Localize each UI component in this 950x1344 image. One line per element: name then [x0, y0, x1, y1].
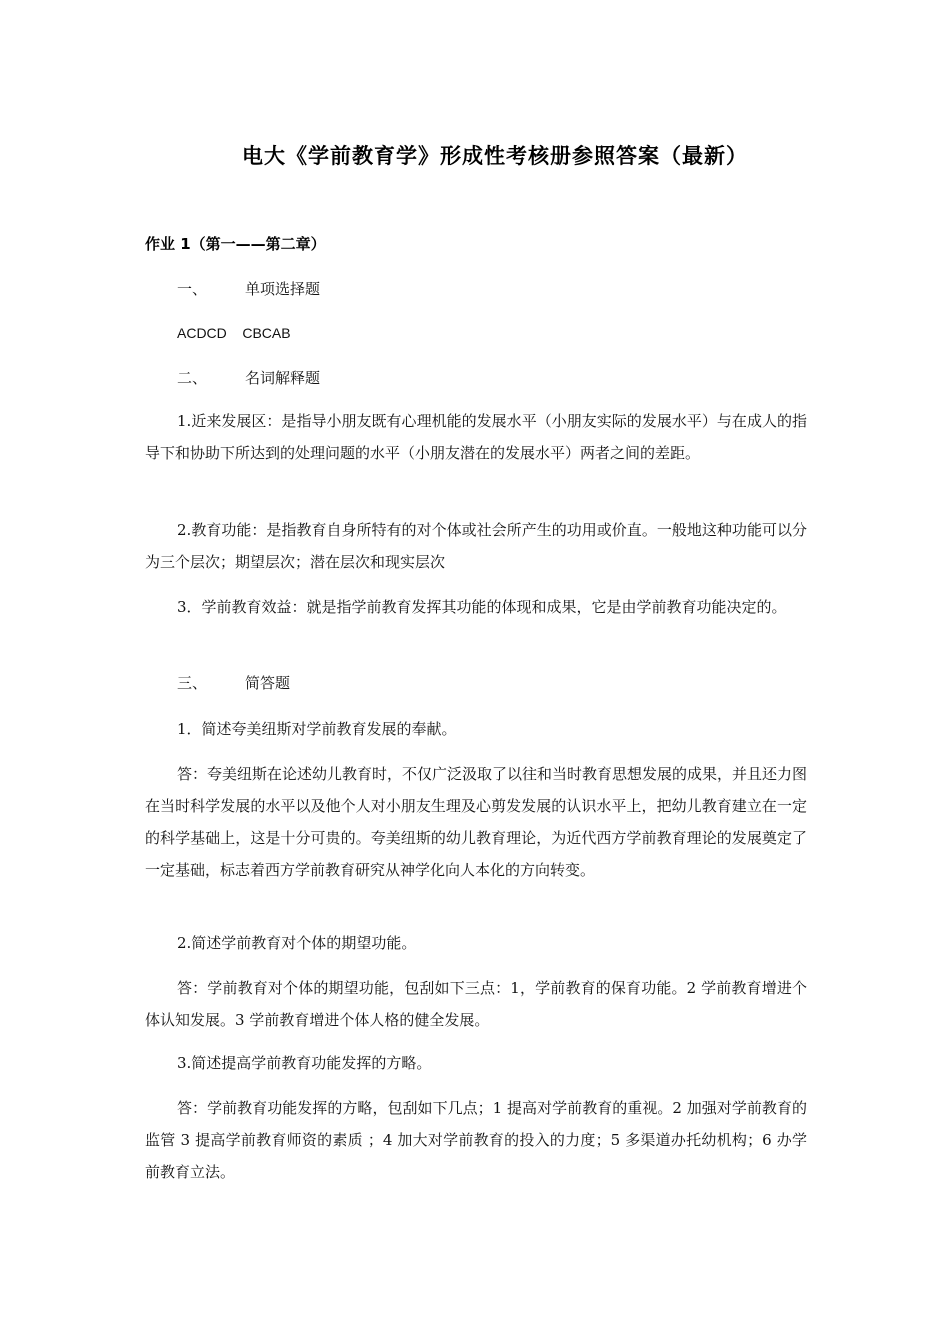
- section-heading-3: [177, 667, 290, 699]
- definition-paragraph: 3．学前教育效益：就是指学前教育发挥其功能的体现和成果，它是由学前教育功能决定的。: [177, 598, 787, 616]
- answer-paragraph: 答：学前教育对个体的期望功能，包刮如下三点：1，学前教育的保育功能。2 学前教育增进个体认知发展。3 学前教育增进个体人格的健全发展。: [145, 979, 807, 1029]
- question-text: 2.简述学前教育对个体的期望功能。: [177, 934, 417, 952]
- section-heading-1: [177, 273, 320, 305]
- section-number: 一、: [177, 280, 208, 298]
- section-label: 简答题: [245, 674, 291, 692]
- document-title: 电大《学前教育学》形成性考核册参照答案（最新）: [242, 144, 748, 168]
- section-number: 二、: [177, 369, 208, 387]
- definition-paragraph: 1.近来发展区：是指导小朋友既有心理机能的发展水平（小朋友实际的发展水平）与在成人的指导下和协助下所达到的处理问题的水平（小朋友潜在的发展水平）两者之间的差距。: [145, 412, 807, 462]
- section-heading-2: [177, 362, 320, 394]
- section-label: 名词解释题: [245, 369, 321, 387]
- question-text: 1．简述夸美纽斯对学前教育发展的奉献。: [177, 720, 457, 738]
- answer-paragraph: 答：夸美纽斯在论述幼儿教育时，不仅广泛汲取了以往和当时教育思想发展的成果，并且还力图在当时科学发展的水平以及他个人对小朋友生理及心剪发发展的认识水平上，把幼儿教育建立在一定的科学基础上，这是十分可贵的。夸美纽斯的幼儿教育理论，为近代西方学前教育理论的发展奠定了一定基础，标志着西方学前教育研究从神学化向人本化的方向转变。: [145, 765, 808, 879]
- question-text: 3.简述提高学前教育功能发挥的方略。: [177, 1054, 432, 1072]
- multiple-choice-answers: ACDCD CBCAB: [177, 325, 291, 341]
- answer-paragraph: 答：学前教育功能发挥的方略，包刮如下几点；1 提高对学前教育的重视。2 加强对学前教育的监管 3 提高学前教育师资的素质 ；4 加大对学前教育的投入的力度；5 多渠道办托幼机构；6 办学前教育立法。: [145, 1099, 807, 1181]
- assignment-heading: 作业 1（第一——第二章）: [145, 235, 326, 253]
- definition-paragraph: 2.教育功能：是指教育自身所特有的对个体或社会所产生的功用或价直。一般地这种功能可以分为三个层次；期望层次；潜在层次和现实层次: [145, 521, 807, 571]
- section-number: 三、: [177, 674, 208, 692]
- section-label: 单项选择题: [245, 280, 321, 298]
